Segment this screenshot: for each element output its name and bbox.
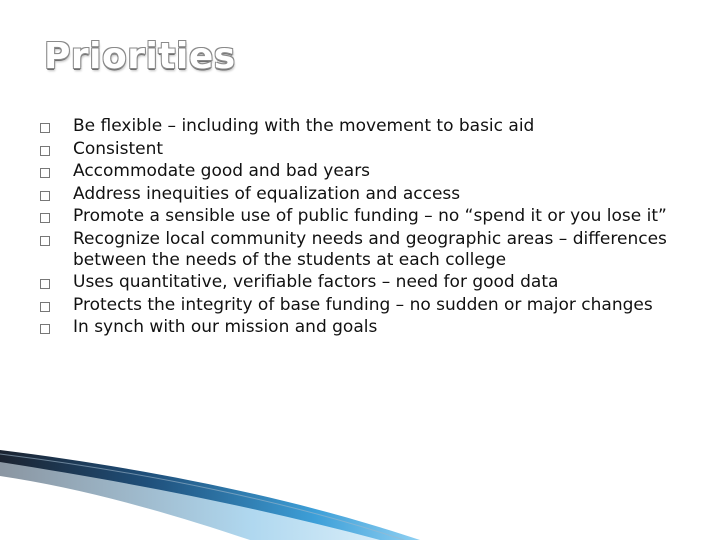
- empty-square-icon: [40, 324, 50, 334]
- bullet-item: [40, 295, 688, 316]
- empty-square-icon: [40, 146, 50, 156]
- empty-square-icon: [40, 236, 50, 246]
- bullet-text: Promote a sensible use of public funding – no “spend it or you lose it”: [73, 206, 667, 226]
- bullet-item: [40, 161, 688, 182]
- empty-square-icon: [40, 302, 50, 312]
- empty-square-icon: [40, 279, 50, 289]
- bullet-item: [40, 272, 688, 293]
- bullet-item: [40, 229, 688, 271]
- bullet-text: Consistent: [73, 138, 164, 159]
- bullet-text: In synch with our mission and goals: [73, 317, 378, 337]
- bullet-text: Be flexible – including with the movement to basic aid: [73, 116, 535, 136]
- bullet-text: Recognize local community needs and geographic areas – differences between the needs of the students at each college: [73, 228, 667, 270]
- bullet-item: [40, 206, 688, 227]
- bullet-item: [40, 317, 688, 338]
- empty-square-icon: [40, 191, 50, 201]
- empty-square-icon: [40, 123, 50, 133]
- empty-square-icon: [40, 213, 50, 223]
- bullet-text: Accommodate good and bad years: [73, 161, 371, 181]
- bullet-text: Uses quantitative, verifiable factors – need for good data: [73, 272, 559, 292]
- bullet-item: [40, 184, 688, 205]
- bullet-item: [40, 116, 688, 137]
- bullet-text: Protects the integrity of base funding – no sudden or major changes: [73, 294, 653, 315]
- bullet-text: Address inequities of equalization and access: [73, 183, 461, 204]
- bullet-list: [40, 116, 688, 340]
- slide-title: Priorities: [44, 36, 236, 77]
- bullet-item: [40, 139, 688, 160]
- empty-square-icon: [40, 168, 50, 178]
- decorative-swoosh: [0, 440, 720, 540]
